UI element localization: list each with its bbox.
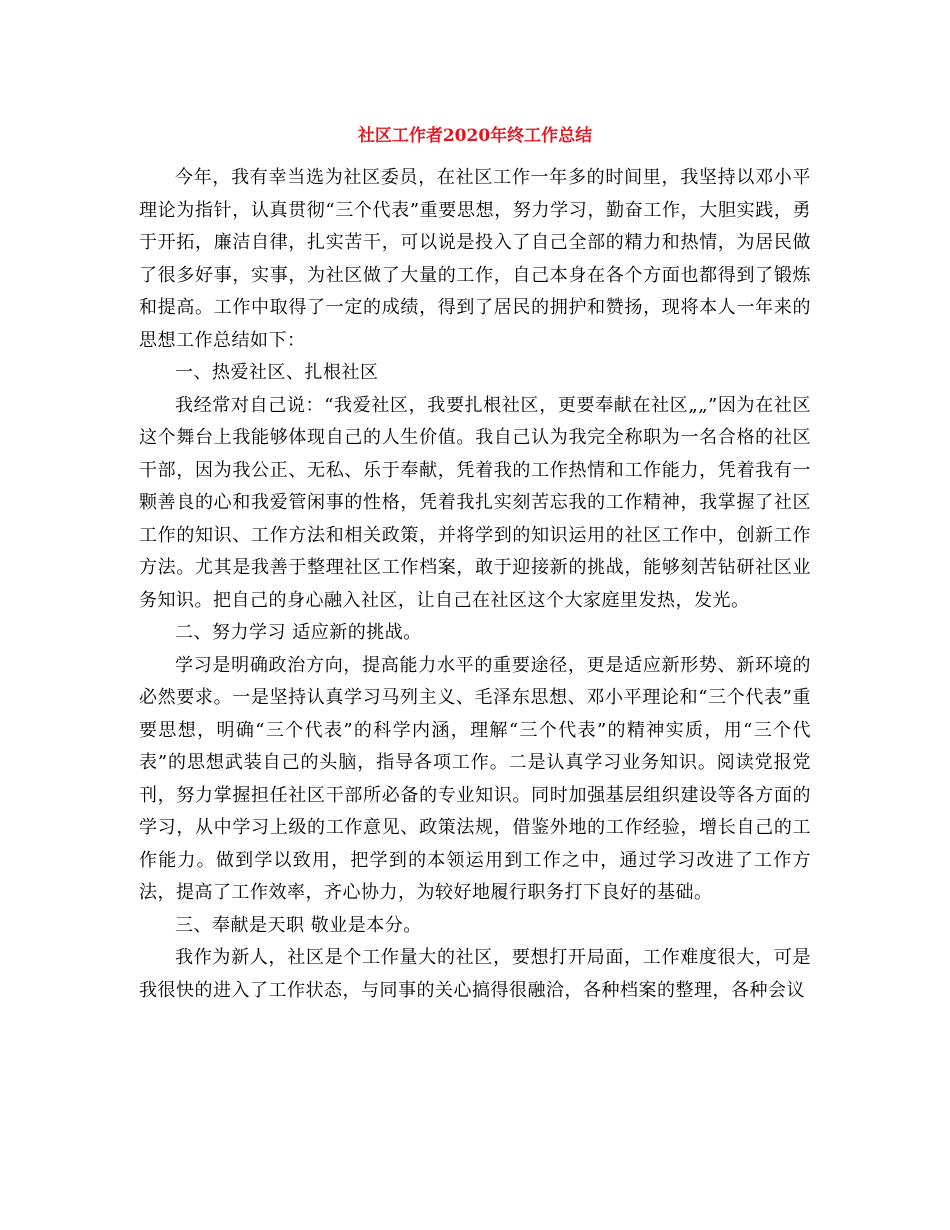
document-body [139,162,811,1007]
section-heading-2: 二、努力学习 适应新的挑战。 [175,622,422,643]
section-heading-1: 一、热爱社区、扎根社区 [175,362,379,383]
paragraph-section-1: 我经常对自己说：“我爱社区，我要扎根社区，更要奉献在社区„„”因为在社区这个舞台上我能够体现自己的人生价值。我自己认为我完全称职为一名合格的社区干部，因为我公正、无私、乐于奉献，凭着我的工作热情和工作能力，凭着我有一颗善良的心和我爱管闲事的性格，凭着我扎实刻苦忘我的工作精神，我掌握了社区工作的知识、工作方法和相关政策，并将学到的知识运用的社区工作中，创新工作方法。尤其是我善于整理社区工作档案，敢于迎接新的挑战，能够刻苦钻研社区业务知识。把自己的身心融入社区，让自己在社区这个大家庭里发热，发光。 [139,394,811,611]
document-title: 社区工作者2020年终工作总结 [357,126,593,146]
paragraph-intro: 今年，我有幸当选为社区委员，在社区工作一年多的时间里，我坚持以邓小平理论为指针，认真贯彻“三个代表”重要思想，努力学习，勤奋工作，大胆实践，勇于开拓，廉洁自律，扎实苦干，可以说是投入了自己全部的精力和热情，为居民做了很多好事，实事，为社区做了大量的工作，自己本身在各个方面也都得到了锻炼和提高。工作中取得了一定的成绩，得到了居民的拥护和赞扬，现将本人一年来的思想工作总结如下： [139,167,811,351]
paragraph-section-2: 学习是明确政治方向，提高能力水平的重要途径，更是适应新形势、新环境的必然要求。一是坚持认真学习马列主义、毛泽东思想、邓小平理论和“三个代表”重要思想，明确“三个代表”的科学内涵，理解“三个代表”的精神实质，用“三个代表”的思想武装自己的头脑，指导各项工作。二是认真学习业务知识。阅读党报党刊，努力掌握担任社区干部所必备的专业知识。同时加强基层组织建设等各方面的学习，从中学习上级的工作意见、政策法规，借鉴外地的工作经验，增长自己的工作能力。做到学以致用，把学到的本领运用到工作之中，通过学习改进了工作方法，提高了工作效率，齐心协力，为较好地履行职务打下良好的基础。 [139,654,811,903]
paragraph-section-3: 我作为新人，社区是个工作量大的社区，要想打开局面，工作难度很大，可是我很快的进入了工作状态，与同事的关心搞得很融洽，各种档案的整理，各种会议 [139,947,811,1001]
section-heading-3: 三、奉献是天职 敬业是本分。 [175,914,422,936]
